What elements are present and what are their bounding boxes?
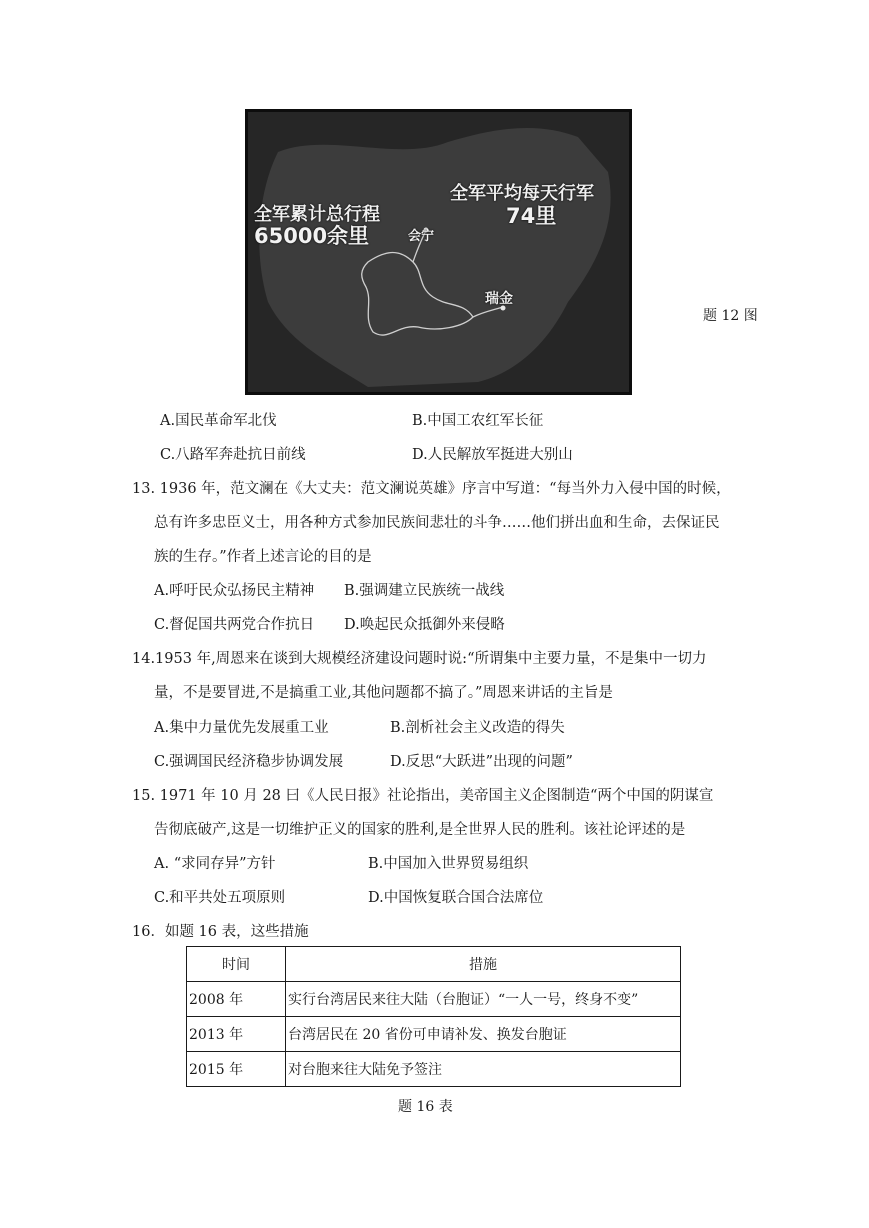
q12-option-d: D.人民解放军挺进大别山: [412, 447, 573, 463]
total-distance-value: 65000余里: [254, 224, 370, 248]
q12-option-c: C.八路军奔赴抗日前线: [160, 447, 306, 463]
map-label-huining: 会宁: [408, 229, 435, 244]
total-distance-label: 全军累计总行程: [254, 204, 380, 225]
measures-table: [186, 946, 681, 1087]
table-row: [187, 982, 681, 1017]
q15-stem-line-2: 告彻底破产,这是一切维护正义的国家的胜利,是全世界人民的胜利。该社论评述的是: [154, 822, 686, 838]
q14-option-b: B.剖析社会主义改造的得失: [390, 720, 565, 736]
table-row: [187, 1052, 681, 1087]
table-header-time: 时间: [187, 947, 286, 982]
table-row: [187, 1017, 681, 1052]
figure-12-caption: 题 12 图: [703, 308, 758, 324]
q15-option-a: A. “求同存异”方针: [154, 856, 276, 872]
q14-stem-line-2: 量，不是要冒进,不是搞重工业,其他问题都不搞了。”周恩来讲话的主旨是: [154, 685, 613, 701]
q15-option-c: C.和平共处五项原则: [154, 890, 286, 906]
q15-option-b: B.中国加入世界贸易组织: [368, 856, 529, 872]
q14-option-d: D.反思“大跃进”出现的问题”: [390, 754, 573, 770]
table-16-caption: 题 16 表: [398, 1099, 453, 1115]
table-header-row: [187, 947, 681, 982]
table-header-measure: 措施: [286, 947, 681, 982]
q12-option-a: A.国民革命军北伐: [160, 413, 277, 429]
table-cell-year: 2008 年: [187, 982, 286, 1017]
q14-option-a: A.集中力量优先发展重工业: [154, 720, 329, 736]
table-cell-measure: 台湾居民在 20 省份可申请补发、换发台胞证: [286, 1017, 681, 1052]
q15-option-d: D.中国恢复联合国合法席位: [368, 890, 544, 906]
q14-option-c: C.强调国民经济稳步协调发展: [154, 754, 344, 770]
q13-option-a: A.呼吁民众弘扬民主精神: [154, 583, 315, 599]
q13-option-d: D.唤起民众抵御外来侵略: [344, 617, 505, 633]
q12-option-b: B.中国工农红军长征: [412, 413, 544, 429]
q13-stem-line-2: 总有许多忠臣义士，用各种方式参加民族间悲壮的斗争……他们拼出血和生命，去保证民: [154, 515, 720, 531]
table-cell-year: 2015 年: [187, 1052, 286, 1087]
q13-option-b: B.强调建立民族统一战线: [344, 583, 505, 599]
table-cell-measure: 对台胞来往大陆免予签注: [286, 1052, 681, 1087]
map-label-ruijin: 瑞金: [485, 291, 513, 307]
q13-option-c: C.督促国共两党合作抗日: [154, 617, 315, 633]
daily-march-value: 74里: [506, 204, 557, 228]
q14-stem-line-1: 14.1953 年,周恩来在谈到大规模经济建设问题时说:“所谓集中主要力量，不是集中一切力: [132, 651, 707, 667]
china-map-silhouette: [248, 112, 629, 392]
long-march-map-figure: [245, 109, 632, 395]
q16-stem-line-1: 16．如题 16 表，这些措施: [132, 924, 309, 940]
q15-stem-line-1: 15. 1971 年 10 月 28 曰《人民日报》社论指出，美帝国主义企图制造“两个中国的阴谋宣: [132, 788, 714, 804]
table-cell-measure: 实行台湾居民来往大陆（台胞证）“一人一号，终身不变”: [286, 982, 681, 1017]
daily-march-label: 全军平均每天行军: [450, 183, 594, 204]
q13-stem-line-1: 13. 1936 年，范文澜在《大丈夫：范文澜说英雄》序言中写道：“每当外力入侵中国的时候，: [132, 481, 731, 497]
q13-stem-line-3: 族的生存。”作者上述言论的目的是: [154, 549, 372, 565]
table-cell-year: 2013 年: [187, 1017, 286, 1052]
